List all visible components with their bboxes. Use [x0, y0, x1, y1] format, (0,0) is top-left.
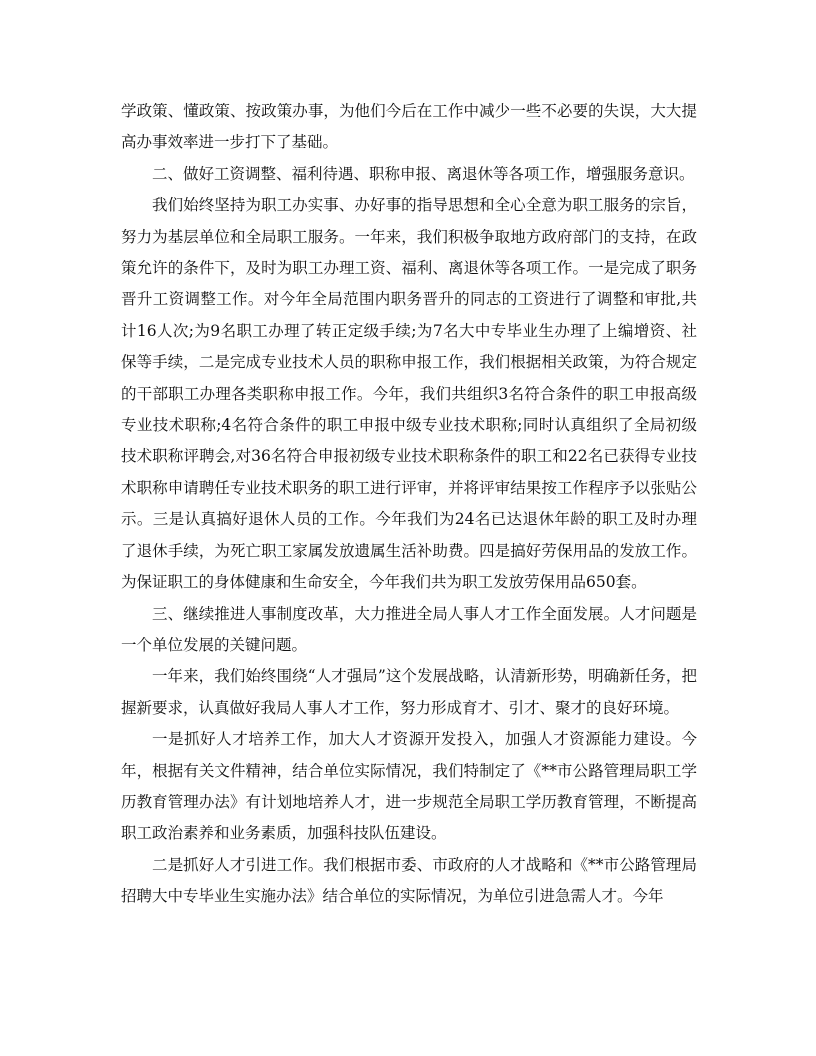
document-page — [121, 96, 697, 913]
paragraph-3: 我们始终坚持为职工办实事、办好事的指导思想和全心全意为职工服务的宗旨，努力为基层单位和全局职工服务。一年来，我们积极争取地方政府部门的支持，在政策允许的条件下，及时为职工办理工资、福利、离退休等各项工作。一是完成了职务晋升工资调整工作。对今年全局范围内职务晋升的同志的工资进行了调整和审批,共计16人次;为9名职工办理了转正定级手续;为7名大中专毕业生办理了上编增资、社保等手续，二是完成专业技术人员的职称申报工作，我们根据相关政策，为符合规定的干部职工办理各类职称申报工作。今年，我们共组织3名符合条件的职工申报高级专业技术职称;4名符合条件的职工申报中级专业技术职称;同时认真组织了全局初级技术职称评聘会,对36名符合申报初级专业技术职称条件的职工和22名已获得专业技术职称申请聘任专业技术职务的职工进行评审，并将评审结果按工作程序予以张贴公示。三是认真搞好退休人员的工作。今年我们为24名已达退休年龄的职工及时办理了退休手续，为死亡职工家属发放遗属生活补助费。四是搞好劳保用品的发放工作。为保证职工的身体健康和生命安全，今年我们共为职工发放劳保用品650套。 — [121, 196, 697, 592]
paragraph-5: 一年来，我们始终围绕“人才强局”这个发展战略，认清新形势，明确新任务，把握新要求，认真做好我局人事人才工作，努力形成育才、引才、聚才的良好环境。 — [121, 667, 697, 717]
paragraph-1: 学政策、懂政策、按政策办事，为他们今后在工作中减少一些不必要的失误，大大提高办事效率进一步打下了基础。 — [121, 102, 697, 152]
paragraph-4-section-heading: 三、继续推进人事制度改革，大力推进全局人事人才工作全面发展。人才问题是一个单位发展的关键问题。 — [121, 604, 697, 654]
paragraph-7: 二是抓好人才引进工作。我们根据市委、市政府的人才战略和《**市公路管理局招聘大中专毕业生实施办法》结合单位的实际情况，为单位引进急需人才。今年 — [121, 855, 697, 906]
paragraph-2-section-heading: 二、做好工资调整、福利待遇、职称申报、离退休等各项工作，增强服务意识。 — [152, 164, 695, 183]
paragraph-6: 一是抓好人才培养工作，加大人才资源开发投入，加强人才资源能力建设。今年，根据有关文件精神，结合单位实际情况，我们特制定了《**市公路管理局职工学历教育管理办法》有计划地培养人才，进一步规范全局职工学历教育管理，不断提高职工政治素养和业务素质，加强科技队伍建设。 — [121, 730, 697, 843]
